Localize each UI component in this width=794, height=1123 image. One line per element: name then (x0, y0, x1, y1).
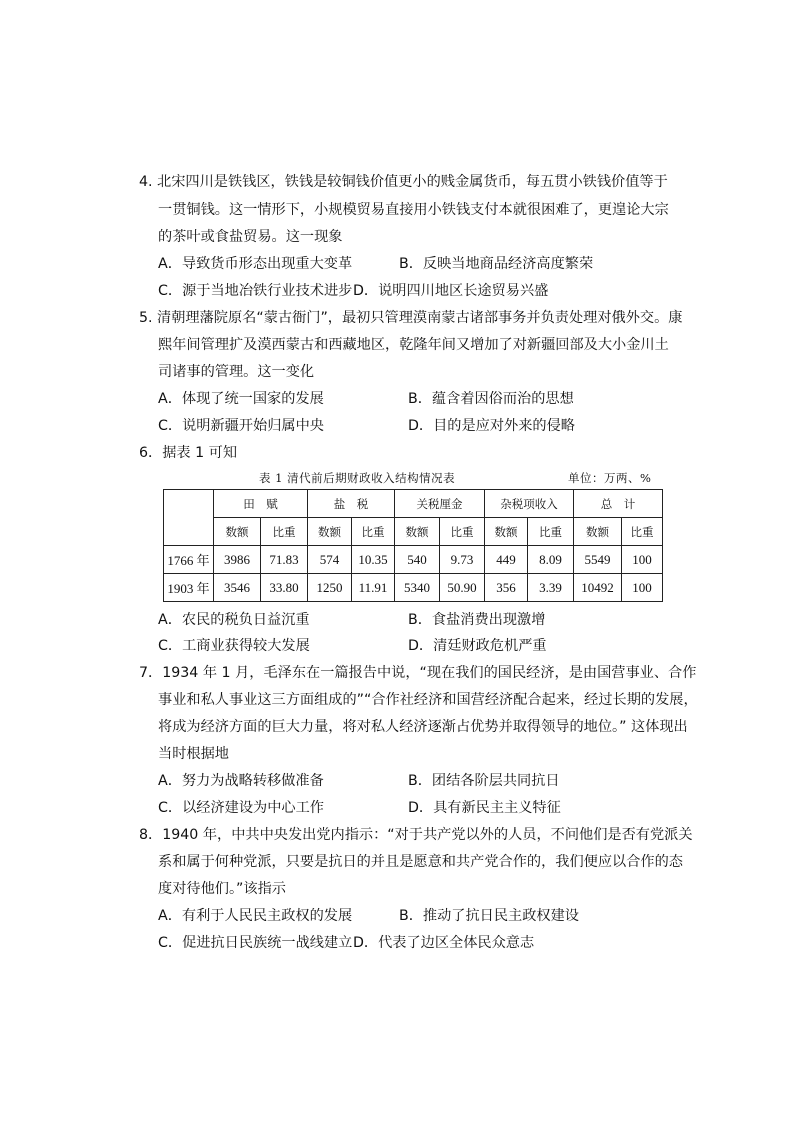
table-header: 田 赋 (214, 490, 308, 518)
table-header: 杂税项收入 (485, 490, 574, 518)
question-4-option-d: D．说明四川地区长途贸易兴盛 (353, 283, 549, 299)
table-cell: 574 (308, 546, 352, 574)
question-5-option-b: B．蕴含着因俗而治的思想 (408, 391, 574, 407)
table-corner-cell (164, 490, 214, 546)
question-8-option-d: D．代表了边区全体民众意志 (353, 935, 535, 951)
question-5-stem-line2: 熙年间管理扩及漠西蒙古和西藏地区，乾隆年间又增加了对新疆回部及大小金川土 (158, 337, 669, 353)
question-4-stem-line3: 的茶叶或食盐贸易。这一现象 (158, 229, 343, 245)
table-subheader: 数额 (574, 518, 622, 546)
table-cell: 5549 (574, 546, 622, 574)
question-4-option-a: A．导致货币形态出现重大变革 (158, 256, 353, 272)
table-cell: 540 (395, 546, 440, 574)
question-7-option-c: C．以经济建设为中心工作 (158, 800, 324, 816)
table-header-row (164, 490, 663, 518)
question-5-stem: 5. 清朝理藩院原名“蒙古衙门”，最初只管理漠南蒙古诸部事务并负责处理对俄外交。康 (139, 310, 683, 326)
table-cell: 3.39 (528, 574, 574, 602)
question-5-stem-line3: 司诸事的管理。这一变化 (158, 364, 315, 380)
table-row-year: 1903 年 (164, 574, 214, 602)
table-subheader: 数额 (308, 518, 352, 546)
table-subheader: 比重 (261, 518, 308, 546)
question-6-option-b: B．食盐消费出现激增 (408, 612, 546, 628)
table-cell: 1250 (308, 574, 352, 602)
question-5-option-c: C．说明新疆开始归属中央 (158, 418, 324, 434)
table-cell: 11.91 (352, 574, 395, 602)
table-cell: 100 (622, 574, 663, 602)
table-title: 表 1 清代前后期财政收入结构情况表 (259, 471, 456, 485)
table-cell: 8.09 (528, 546, 574, 574)
table-cell: 33.80 (261, 574, 308, 602)
question-8-stem-line2: 系和属于何种党派，只要是抗日的并且是愿意和共产党合作的，我们便应以合作的态 (158, 854, 683, 870)
question-7-option-b: B．团结各阶层共同抗日 (408, 773, 560, 789)
question-6-option-c: C．工商业获得较大发展 (158, 638, 310, 654)
question-8-option-c: C．促进抗日民族统一战线建立 (158, 935, 353, 951)
table-cell: 100 (622, 546, 663, 574)
question-4-option-c: C．源于当地冶铁行业技术进步 (158, 283, 353, 299)
question-4-option-b: B．反映当地商品经济高度繁荣 (399, 256, 594, 272)
table-header: 盐 税 (308, 490, 395, 518)
table-subheader: 比重 (352, 518, 395, 546)
question-8-option-a: A．有利于人民民主政权的发展 (158, 908, 353, 924)
question-5-option-d: D．目的是应对外来的侵略 (408, 418, 575, 434)
question-7-stem: 7．1934 年 1 月，毛泽东在一篇报告中说，“现在我们的国民经济，是由国营事业、合作 (139, 665, 697, 681)
table-row-year: 1766 年 (164, 546, 214, 574)
table-cell: 10492 (574, 574, 622, 602)
question-6-stem: 6．据表 1 可知 (139, 445, 238, 461)
table-subheader: 数额 (395, 518, 440, 546)
table-subheader: 数额 (214, 518, 261, 546)
question-8-stem-line3: 度对待他们。”该指示 (158, 881, 286, 897)
table-cell: 5340 (395, 574, 440, 602)
table-unit: 单位：万两、% (568, 471, 652, 485)
table-subheader-row (164, 518, 663, 546)
table-cell: 356 (485, 574, 528, 602)
table-header: 关税厘金 (395, 490, 485, 518)
question-4-stem-line2: 一贯铜钱。这一情形下，小规模贸易直接用小铁钱支付本就很困难了，更遑论大宗 (158, 202, 669, 218)
table-caption (259, 470, 699, 486)
question-6-option-a: A．农民的税负日益沉重 (158, 612, 310, 628)
question-4-stem: 4. 北宋四川是铁钱区，铁钱是较铜钱价值更小的贱金属货币，每五贯小铁钱价值等于 (139, 174, 668, 190)
table-cell: 9.73 (440, 546, 485, 574)
table-cell: 449 (485, 546, 528, 574)
question-7-stem-line4: 当时根据地 (158, 746, 229, 762)
table-cell: 3546 (214, 574, 261, 602)
table-cell: 3986 (214, 546, 261, 574)
question-8-stem: 8．1940 年，中共中央发出党内指示：“对于共产党以外的人员，不问他们是否有党派关 (139, 827, 693, 843)
table-row (164, 574, 663, 602)
table-cell: 71.83 (261, 546, 308, 574)
question-7-option-d: D．具有新民主主义特征 (408, 800, 561, 816)
question-6-option-d: D．清廷财政危机严重 (408, 638, 547, 654)
table-subheader: 比重 (440, 518, 485, 546)
table-cell: 10.35 (352, 546, 395, 574)
question-7-option-a: A．努力为战略转移做准备 (158, 773, 324, 789)
table-subheader: 比重 (528, 518, 574, 546)
question-7-stem-line2: 事业和私人事业这三方面组成的”“合作社经济和国营经济配合起来，经过长期的发展， (158, 692, 698, 708)
table-cell: 50.90 (440, 574, 485, 602)
table-header: 总 计 (574, 490, 663, 518)
question-8-option-b: B．推动了抗日民主政权建设 (399, 908, 579, 924)
question-7-stem-line3: 将成为经济方面的巨大力量，将对私人经济逐渐占优势并取得领导的地位。” 这体现出 (158, 719, 688, 735)
table-subheader: 数额 (485, 518, 528, 546)
question-5-option-a: A．体现了统一国家的发展 (158, 391, 324, 407)
fiscal-revenue-table (163, 489, 663, 602)
table-row (164, 546, 663, 574)
table-subheader: 比重 (622, 518, 663, 546)
